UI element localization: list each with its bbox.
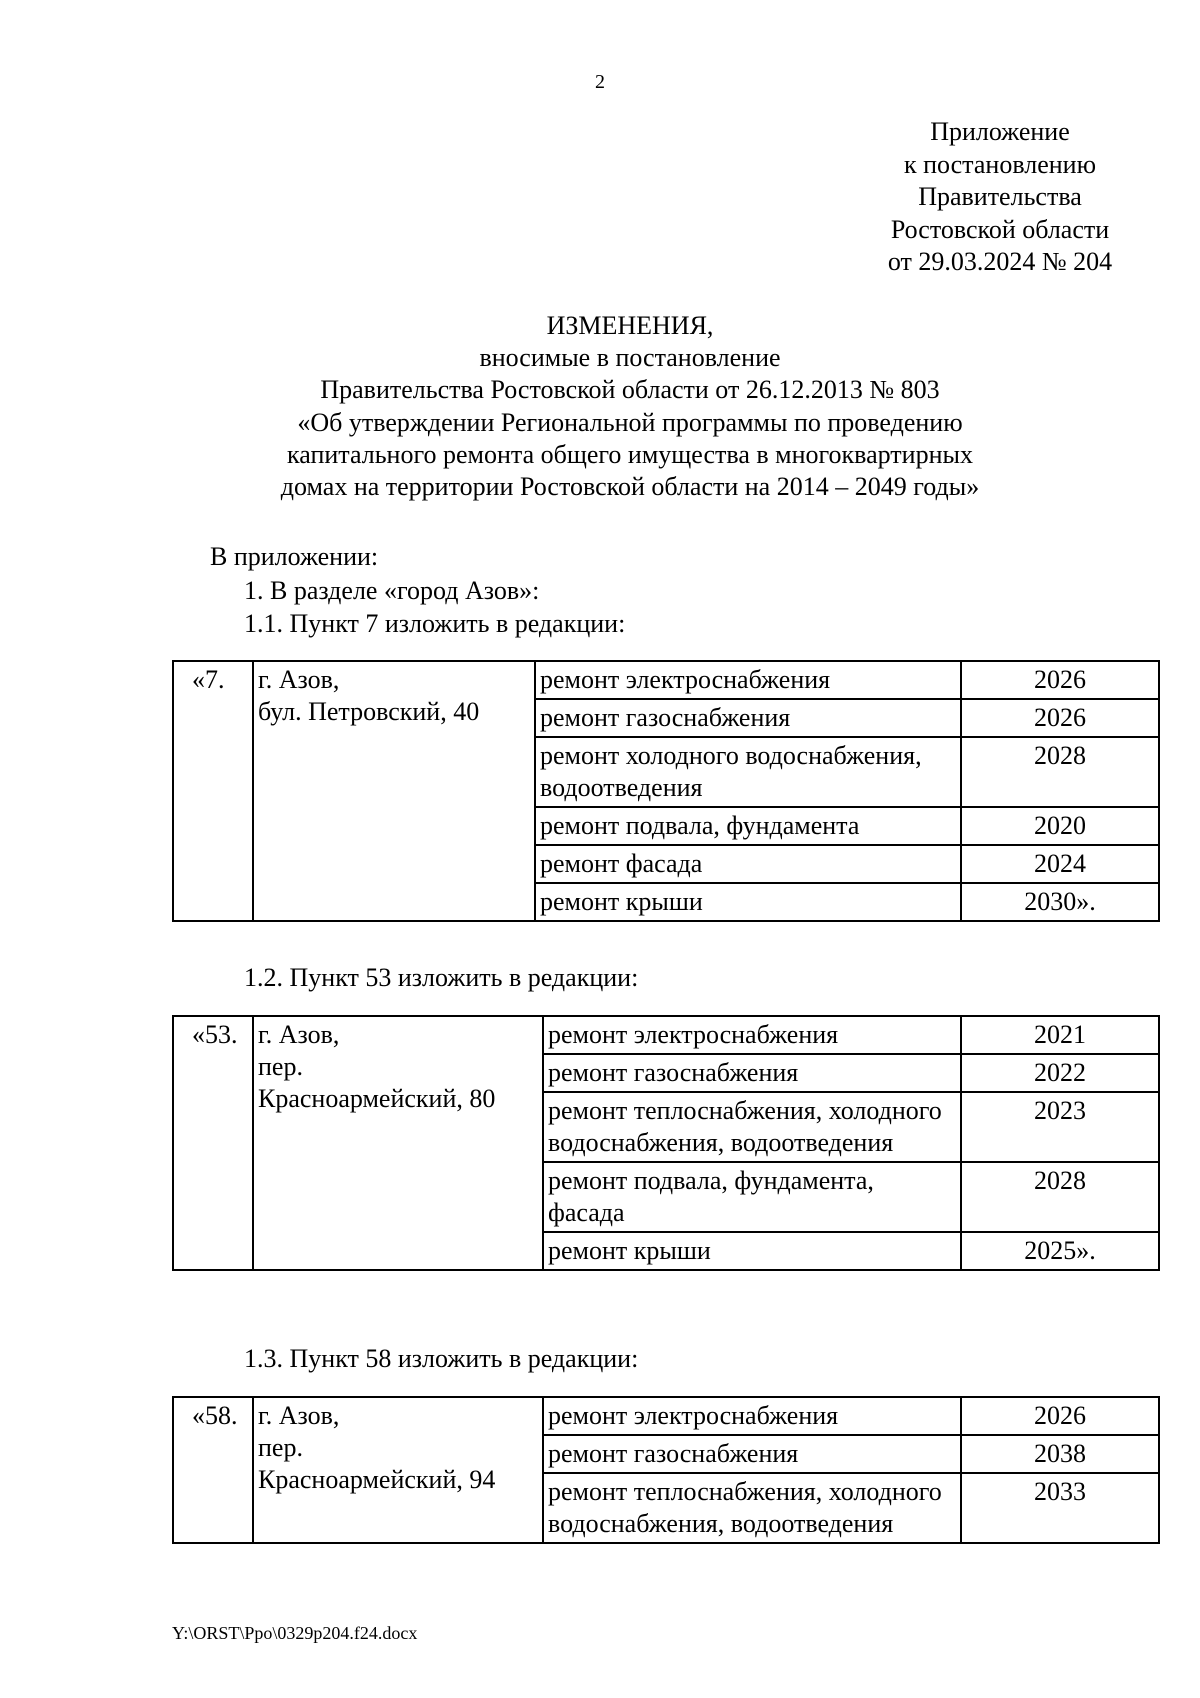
item-number: «58.	[173, 1397, 253, 1543]
work-type: ремонт крыши	[535, 883, 961, 921]
section-text: 1. В разделе «город Азов»:	[244, 576, 540, 605]
file-path-footer: Y:\ORST\Ppo\0329p204.f24.docx	[172, 1623, 418, 1643]
item-instruction: 1.2. Пункт 53 изложить в редакции:	[244, 963, 639, 992]
title-line: «Об утверждении Региональной программы по проведению	[297, 407, 963, 437]
appendix-line: Правительства	[918, 182, 1082, 211]
intro-text: В приложении:	[210, 542, 379, 571]
item-address	[253, 1016, 543, 1270]
table-row	[173, 1016, 1159, 1054]
address-line: г. Азов,	[258, 1401, 340, 1430]
work-year: 2038	[961, 1435, 1159, 1473]
appendix-line: к постановлению	[903, 149, 1097, 179]
title-line: капитального ремонта общего имущества в многоквартирных	[287, 439, 973, 469]
appendix-header	[840, 116, 1160, 279]
work-year: 2026	[961, 661, 1159, 699]
work-type: ремонт электроснабжения	[543, 1016, 961, 1054]
item-address	[253, 661, 535, 921]
item-table	[172, 1015, 1160, 1271]
work-year: 2021	[961, 1016, 1159, 1054]
work-year: 2020	[961, 807, 1159, 845]
work-type: ремонт электроснабжения	[543, 1397, 961, 1435]
work-type: ремонт газоснабжения	[535, 699, 961, 737]
title-heading: ИЗМЕНЕНИЯ,	[546, 311, 714, 340]
address-line: пер.	[258, 1433, 303, 1462]
work-type: ремонт газоснабжения	[543, 1054, 961, 1092]
work-type: ремонт теплоснабжения, холодного водоснабжения, водоотведения	[543, 1473, 961, 1543]
work-type: ремонт подвала, фундамента, фасада	[543, 1162, 961, 1232]
document-title	[200, 310, 1060, 503]
work-year: 2030».	[961, 883, 1159, 921]
work-type: ремонт фасада	[535, 845, 961, 883]
title-line: Правительства Ростовской области от 26.12.2013 № 803	[320, 375, 940, 405]
table-row	[173, 1397, 1159, 1435]
work-type: ремонт холодного водоснабжения, водоотведения	[535, 737, 961, 807]
title-line: домах на территории Ростовской области на 2014 – 2049 годы»	[280, 472, 980, 502]
item-number: «7.	[173, 661, 253, 921]
work-year: 2025».	[961, 1232, 1159, 1270]
work-year: 2022	[961, 1054, 1159, 1092]
address-line: г. Азов,	[258, 665, 340, 694]
table-row	[173, 661, 1159, 699]
work-type: ремонт газоснабжения	[543, 1435, 961, 1473]
work-type: ремонт электроснабжения	[535, 661, 961, 699]
item-instruction: 1.1. Пункт 7 изложить в редакции:	[244, 609, 626, 638]
work-year: 2026	[961, 1397, 1159, 1435]
appendix-line: от 29.03.2024 № 204	[887, 247, 1113, 276]
address-line: Красноармейский, 94	[258, 1465, 496, 1494]
item-address	[253, 1397, 543, 1543]
address-line: г. Азов,	[258, 1020, 340, 1049]
item-number: «53.	[173, 1016, 253, 1270]
item-table	[172, 660, 1160, 922]
work-year: 2024	[961, 845, 1159, 883]
work-type: ремонт крыши	[543, 1232, 961, 1270]
address-line: Красноармейский, 80	[258, 1084, 496, 1113]
work-year: 2023	[961, 1092, 1159, 1162]
appendix-line: Приложение	[930, 117, 1070, 146]
work-type: ремонт теплоснабжения, холодного водоснабжения, водоотведения	[543, 1092, 961, 1162]
title-line: вносимые в постановление	[479, 343, 781, 373]
work-year: 2028	[961, 1162, 1159, 1232]
appendix-line: Ростовской области	[890, 214, 1110, 244]
work-year: 2026	[961, 699, 1159, 737]
address-line: пер.	[258, 1052, 303, 1081]
item-instruction: 1.3. Пункт 58 изложить в редакции:	[244, 1344, 639, 1373]
work-type: ремонт подвала, фундамента	[535, 807, 961, 845]
item-table	[172, 1396, 1160, 1544]
work-year: 2033	[961, 1473, 1159, 1543]
page-number: 2	[595, 71, 605, 93]
address-line: бул. Петровский, 40	[258, 697, 480, 726]
work-year: 2028	[961, 737, 1159, 807]
